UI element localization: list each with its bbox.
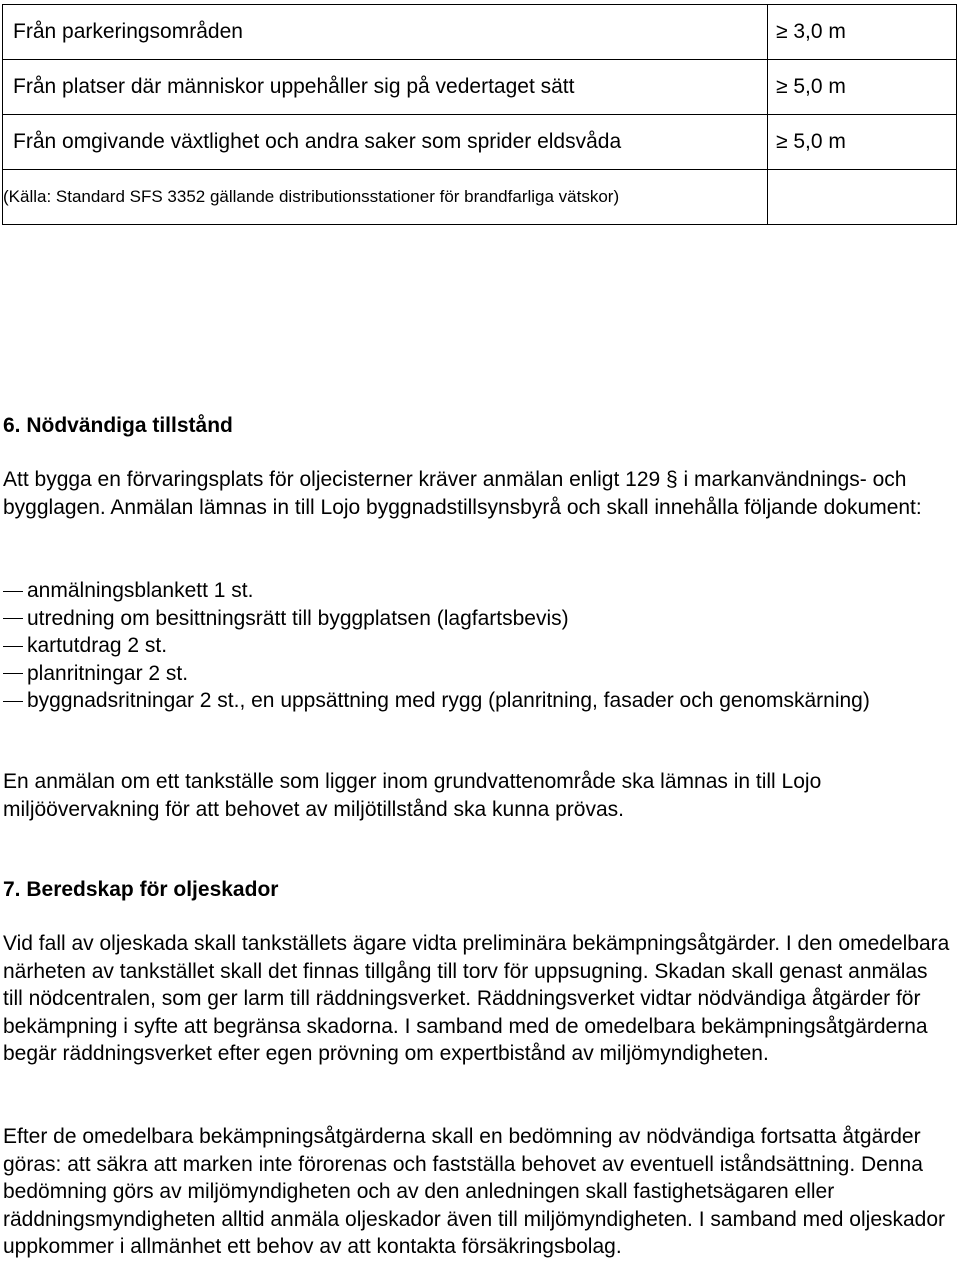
document-list bbox=[3, 577, 953, 715]
list-item-text: anmälningsblankett 1 st. bbox=[27, 579, 254, 602]
table-row bbox=[3, 60, 957, 115]
section-7-paragraph-1: Vid fall av oljeskada skall tankställets ägare vidta preliminära bekämpningsåtgärder. I den omedelbara närheten av tankstället skall det finnas tillgång till torv för uppsugning. Skadan skall genast anmälas till nödcentralen, som ger larm till räddningsverket. Räddningsverket vidtar nödvändiga åtgärder för bekämpning i syfte att begränsa skadorna. I samband med de omedelbara bekämpningsåtgärderna begär räddningsverket efter egen prövning om expertbistånd av miljömyndigheten. bbox=[3, 932, 950, 1065]
distance-value: ≥ 3,0 m bbox=[768, 5, 957, 60]
table-row bbox=[3, 115, 957, 170]
dash-icon bbox=[3, 618, 23, 619]
section-6-paragraph: Att bygga en förvaringsplats för oljecisterner kräver anmälan enligt 129 § i markanvändnings- och bygglagen. Anmälan lämnas in till Lojo byggnadstillsynsbyrå och skall innehålla följande dokument: bbox=[3, 468, 922, 519]
section-7-heading: 7. Beredskap för oljeskador bbox=[3, 878, 279, 901]
list-item-text: byggnadsritningar 2 st., en uppsättning med rygg (planritning, fasader och genomskärning) bbox=[27, 689, 870, 712]
list-item-text: planritningar 2 st. bbox=[27, 661, 189, 685]
empty-cell bbox=[768, 170, 957, 225]
list-item-text: utredning om besittningsrätt till byggplatsen (lagfartsbevis) bbox=[27, 606, 569, 630]
table-row bbox=[3, 170, 957, 225]
dash-icon bbox=[3, 591, 23, 592]
section-7-paragraph-2: Efter de omedelbara bekämpningsåtgärderna skall en bedömning av nödvändiga fortsatta åtgärder göras: att säkra att marken inte förorenas och fastställa behovet av eventuell iståndsättning. Denna bedömning görs av miljömyndigheten och av den anledningen skall fastighetsägaren eller räddningsmyndigheten alltid anmäla oljeskador även till miljömyndigheten. I samband med oljeskador uppkommer i allmänhet ett behov av att kontakta försäkringsbolag. bbox=[3, 1125, 946, 1258]
list-item bbox=[3, 687, 953, 715]
distance-table bbox=[2, 4, 957, 225]
section-6-note: En anmälan om ett tankställe som ligger inom grundvattenområde ska lämnas in till Lojo miljöövervakning för att behovet av miljötillstånd ska kunna prövas. bbox=[3, 770, 822, 821]
dash-icon bbox=[3, 646, 23, 647]
dash-icon bbox=[3, 701, 23, 702]
distance-value: ≥ 5,0 m bbox=[768, 60, 957, 115]
list-item-text: kartutdrag 2 st. bbox=[27, 634, 168, 657]
dash-icon bbox=[3, 673, 23, 674]
list-item bbox=[3, 605, 953, 633]
list-item bbox=[3, 632, 953, 660]
distance-value: ≥ 5,0 m bbox=[768, 115, 957, 170]
distance-label: Från omgivande växtlighet och andra saker som sprider eldsvåda bbox=[3, 115, 768, 170]
table-row bbox=[3, 5, 957, 60]
distance-label: Från parkeringsområden bbox=[3, 5, 768, 60]
distance-label: Från platser där människor uppehåller sig på vedertaget sätt bbox=[3, 60, 768, 115]
section-6-heading: 6. Nödvändiga tillstånd bbox=[3, 414, 233, 437]
source-note: (Källa: Standard SFS 3352 gällande distributionsstationer för brandfarliga vätskor) bbox=[3, 170, 768, 225]
list-item bbox=[3, 660, 953, 688]
list-item bbox=[3, 577, 953, 605]
